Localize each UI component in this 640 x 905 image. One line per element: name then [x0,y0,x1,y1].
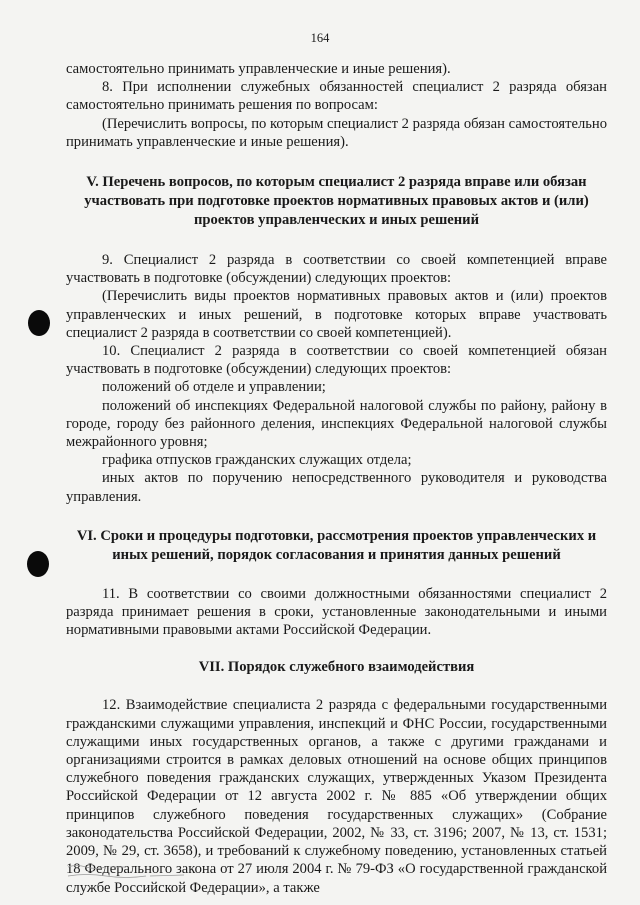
paragraph-9-list: (Перечислить виды проектов нормативных правовых актов и (или) проектов управленческих и иных решений, в подготовке которых вправе участвовать специалист 2 разряда в соответствии со своей компетенцией). [66,288,607,341]
paragraph-12: 12. Взаимодействие специалиста 2 разряда с федеральными государственными гражданскими служащими управления, инспекций и ФНС России, государственными служащими иных государственных органов, а также с другими гражданами и организациями строится в рамках деловых отношений на основе общих принципов служебного поведения гражданских служащих, утвержденных Указом Президента Российской Федерации от 12 августа 2002 г. № 885 «Об утверждении общих принципов служебного поведения государственных служащих» (Собрание законодательства Российской Федерации, 2002, № 33, ст. 3196; 2007, № 13, ст. 1531; 2009, № 29, ст. 3658), и требований к служебному поведению, установленных статьей 18 Федерального закона от 27 июля 2004 г. № 79-ФЗ «О государственной гражданской службе Российской Федерации», а также [66,697,607,896]
spacer [66,677,607,696]
paragraph-9: 9. Специалист 2 разряда в соответствии со своей компетенцией вправе участвовать в подготовке (обсуждении) следующих проектов: [66,252,607,287]
paragraph-10: 10. Специалист 2 разряда в соответствии со своей компетенцией обязан участвовать в подготовке (обсуждении) следующих проектов: [66,343,607,378]
scan-stamp-scribble-icon [66,862,186,882]
paragraph-10-item: графика отпусков гражданских служащих отдела; [102,452,412,469]
document-body [66,60,607,897]
spacer [66,506,607,527]
scan-stamp [66,862,186,885]
spacer [66,565,607,585]
punch-hole [28,310,50,336]
paragraph-8-list: (Перечислить вопросы, по которым специалист 2 разряда обязан самостоятельно принимать управленческие и иные решения). [66,115,607,150]
paragraph-10-item: иных актов по поручению непосредственного руководителя и руководства управления. [66,470,607,505]
spacer [66,230,607,251]
section-6-title: VI. Сроки и процедуры подготовки, рассмотрения проектов управленческих и иных решений, порядок согласования и принятия данных решений [76,527,597,563]
paragraph-7-tail: самостоятельно принимать управленческие и иные решения). [66,61,451,77]
page-number: 164 [310,31,330,45]
section-5-title: V. Перечень вопросов, по которым специалист 2 разряда вправе или обязан участвовать при подготовке проектов нормативных правовых актов и (или) проектов управленческих и иных решений [84,174,589,229]
punch-hole [27,551,49,577]
spacer [66,151,607,173]
paragraph-10-item: положений об инспекциях Федеральной налоговой службы по району, району в городе, городу без районного деления, инспекциях Федеральной налоговой службы межрайонного уровня; [66,397,607,451]
paragraph-8: 8. При исполнении служебных обязанностей специалист 2 разряда обязан самостоятельно принимать решения по вопросам: [66,79,607,114]
spacer [66,639,607,658]
paragraph-11: 11. В соответствии со своими должностными обязанностями специалист 2 разряда принимает решения в сроки, установленные законодательными и иными нормативными правовыми актами Российской Федерации. [66,585,607,639]
section-7-title: VII. Порядок служебного взаимодействия [198,659,475,676]
paragraph-10-item: положений об отделе и управлении; [102,379,326,396]
